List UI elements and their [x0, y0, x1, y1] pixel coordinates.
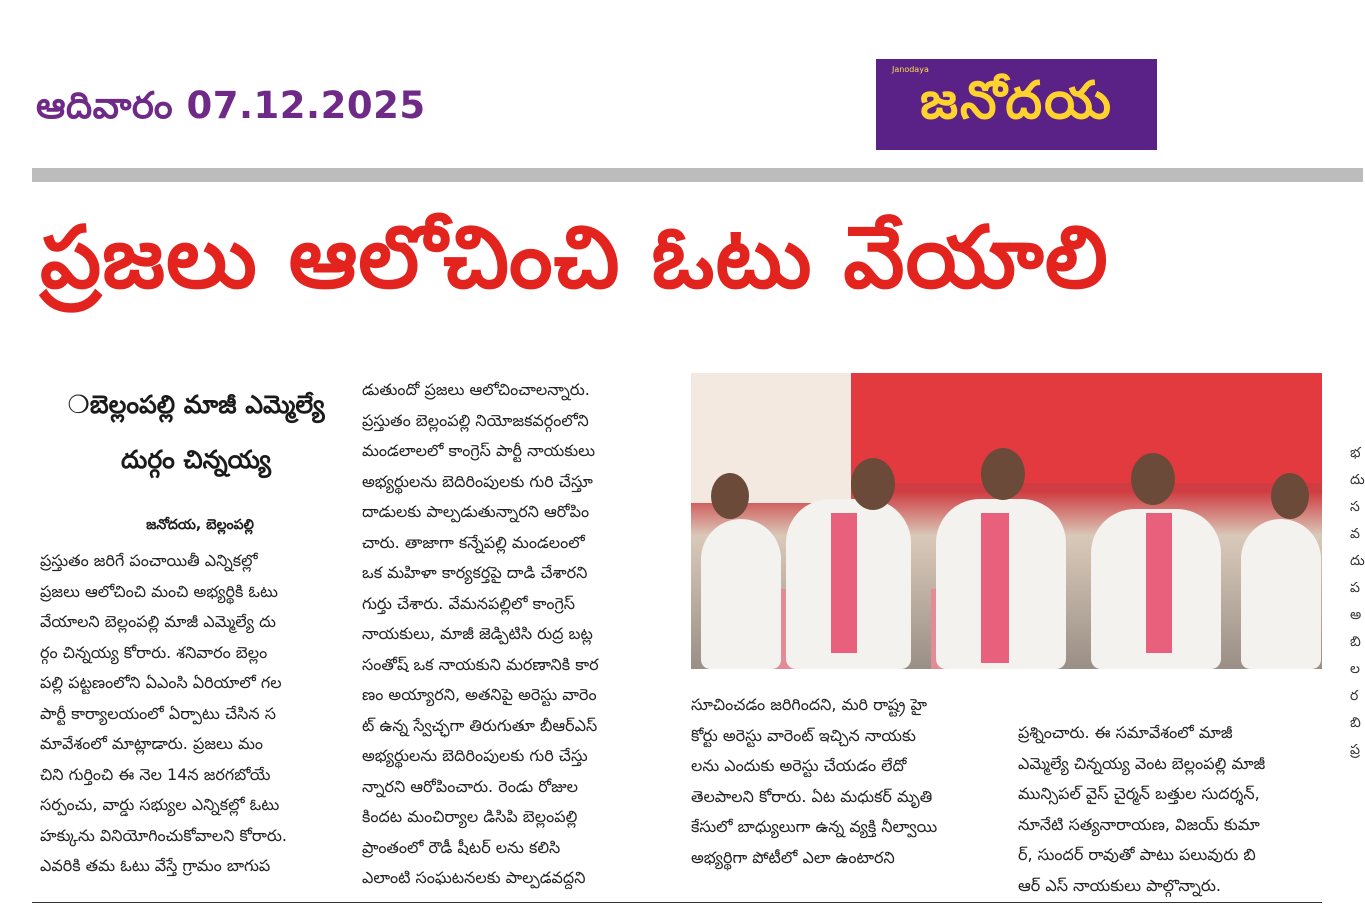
logo-text: జనోదయ	[920, 71, 1113, 131]
edge-fragment: బి	[1350, 715, 1361, 731]
column-line: ఆర్ ఎస్ నాయకులు పాల్గొన్నారు.	[1018, 875, 1222, 895]
photo-head	[711, 473, 749, 519]
photo-head	[1131, 453, 1175, 505]
edge-fragment: భ	[1350, 445, 1361, 461]
column-line: మున్సిపల్ వైస్ చైర్మన్ బత్తుల సుదర్శన్,	[1018, 784, 1260, 803]
column-line: ప్రాంతంలో రౌడీ షీటర్ లను కలిసి	[362, 837, 561, 857]
edge-fragment: వ	[1350, 526, 1360, 542]
article-column-2	[362, 375, 662, 894]
photo-scarf	[831, 513, 857, 653]
column-line: ప్రస్తుతం జరిగే పంచాయితీ ఎన్నికల్లో	[40, 551, 258, 570]
column-line: సూచించడం జరిగిందని, మరి రాష్ట్ర హై	[691, 695, 928, 714]
article-column-3	[691, 690, 991, 873]
column-line: నాయకులు, మాజీ జెడ్పిటిసి రుద్ర బట్ల	[362, 624, 593, 643]
column-line: మండలాలలో కాంగ్రెస్ పార్టీ నాయకులు	[362, 441, 596, 460]
column-line: పార్టీ కార్యాలయంలో ఏర్పాటు చేసిన స	[40, 703, 276, 723]
column-line: ప్రశ్నించారు. ఈ సమావేశంలో మాజీ	[1018, 723, 1233, 742]
column-line: కోర్టు అరెస్టు వారెంట్ ఇచ్చిన నాయకు	[691, 725, 916, 745]
edge-fragment: దు	[1350, 472, 1365, 488]
logo-small-text: Janodaya	[892, 65, 929, 74]
column-line: చారు. తాజాగా కన్నేపల్లి మండలంలో	[362, 532, 585, 552]
column-line: ర్, సుందర్ రావుతో పాటు పలువురు బి	[1018, 845, 1256, 864]
photo-banner	[851, 373, 1322, 483]
column-line: అభ్యర్థిగా పోటీలో ఎలా ఉంటారని	[691, 847, 895, 867]
column-line: ప్రజలు ఆలోచించి మంచి అభ్యర్థికి ఓటు	[40, 581, 278, 601]
column-line: హక్కును వినియోగించుకోవాలని కోరారు.	[40, 825, 287, 845]
edge-fragment: స	[1350, 499, 1360, 515]
edge-fragment: ర	[1350, 688, 1359, 704]
edge-fragment: దు	[1350, 553, 1365, 569]
edge-fragment: ప్ర	[1350, 742, 1360, 758]
column-line: పల్లి పట్టణంలోని ఏఎంసి ఏరియాలో గల	[40, 673, 282, 692]
column-line: ఎమ్మెల్యే చిన్నయ్య వెంట బెల్లంపల్లి మాజీ	[1018, 753, 1266, 773]
adjacent-article-edge	[1350, 440, 1365, 764]
article-column-4	[1018, 718, 1318, 901]
headline: ప్రజలు ఆలోచించి ఓటు వేయాలి	[40, 208, 1109, 308]
subhead-line-2: దుర్గం చిన్నయ్య	[121, 445, 271, 474]
photo-person	[701, 519, 781, 669]
column-line: సంతోష్ ఒక నాయకుని మరణానికి కార	[362, 654, 599, 674]
edge-fragment: అ	[1350, 607, 1362, 623]
column-line: వేయాలని బెల్లంపల్లి మాజీ ఎమ్మెల్యే దు	[40, 612, 276, 631]
column-line: ఎలాంటి సంఘటనలకు పాల్పడవద్దని	[362, 868, 586, 887]
photo-head	[851, 458, 895, 510]
article-column-1	[40, 546, 358, 882]
column-line: సర్పంచు, వార్డు సభ్యుల ఎన్నికల్లో ఓటు	[40, 795, 280, 814]
column-line: దాడులకు పాల్పడుతున్నారని ఆరోపిం	[362, 502, 590, 521]
column-line: అభ్యర్థులను బెదిరింపులకు గురి చేస్తు	[362, 746, 588, 765]
subhead-line-1: ❍బెల్లంపల్లి మాజీ ఎమ్మెల్యే	[67, 390, 325, 419]
column-line: మావేశంలో మాట్లాడారు. ప్రజలు మం	[40, 734, 264, 753]
photo-person	[1241, 519, 1321, 669]
column-line: తెలపాలని కోరారు. ఏట మధుకర్ మృతి	[691, 786, 933, 806]
photo-head	[1271, 473, 1309, 519]
column-line: ట్ ఉన్న స్వేచ్ఛగా తిరుగుతూ బీఆర్ఎస్	[362, 715, 598, 735]
article-photo	[691, 373, 1322, 669]
edge-fragment: ల	[1350, 661, 1360, 677]
photo-scarf	[1146, 513, 1172, 653]
edge-fragment: ప	[1350, 580, 1360, 596]
top-divider	[32, 168, 1363, 182]
edge-fragment: బి	[1350, 634, 1361, 650]
column-line: ర్గం చిన్నయ్య కోరారు. శనివారం బెల్లం	[40, 642, 268, 662]
date-line: ఆదివారం 07.12.2025	[36, 84, 426, 127]
column-line: ప్రస్తుతం బెల్లంపల్లి నియోజకవర్గంలోని	[362, 410, 589, 430]
byline: జనోదయ, బెల్లంపల్లి	[146, 517, 254, 533]
photo-head	[981, 448, 1025, 500]
column-line: ణం అయ్యారని, అతనిపై అరెస్టు వారెం	[362, 685, 597, 704]
column-line: నూనేటి సత్యనారాయణ, విజయ్ కుమా	[1018, 814, 1260, 834]
column-line: డుతుందో ప్రజలు ఆలోచించాలన్నారు.	[362, 380, 590, 399]
column-line: కిందట మంచిర్యాల డిసిపి బెల్లంపల్లి	[362, 807, 578, 826]
column-line: లను ఎందుకు అరెస్టు చేయడం లేదో	[691, 756, 907, 775]
column-line: న్నారని ఆరోపించారు. రెండు రోజుల	[362, 776, 578, 796]
column-line: చిని గుర్తించి ఈ నెల 14న జరగబోయే	[40, 764, 271, 784]
column-line: ఎవరికి తమ ఓటు వేస్తే గ్రామం బాగుప	[40, 856, 271, 875]
column-line: కేసులో బాధ్యులుగా ఉన్న వ్యక్తి నీల్వాయి	[691, 817, 938, 836]
photo-scarf	[981, 513, 1009, 663]
column-line: అభ్యర్థులను బెదిరింపులకు గురి చేస్తూ	[362, 471, 593, 491]
column-line: గుర్తు చేశారు. వేమనపల్లిలో కాంగ్రెస్	[362, 593, 576, 613]
column-line: ఒక మహిళా కార్యకర్తపై దాడి చేశారని	[362, 563, 588, 582]
bottom-divider	[32, 902, 1322, 903]
newspaper-logo	[876, 59, 1157, 150]
